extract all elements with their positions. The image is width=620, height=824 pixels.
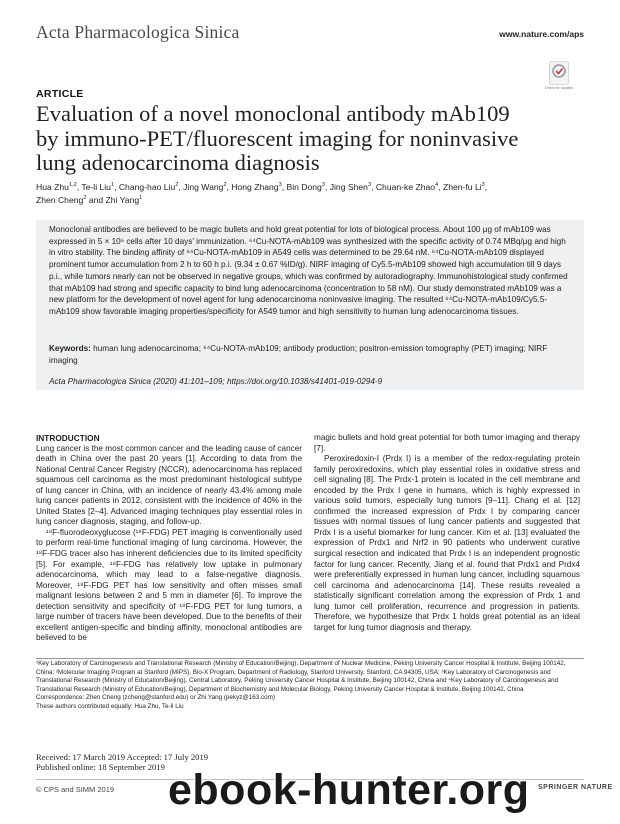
received-date: Received: 17 March 2019 Accepted: 17 July 2019 <box>36 752 209 762</box>
correspondence: Correspondence: Zhen Cheng (zcheng@stanford.edu) or Zhi Yang (pekyz@163.com) <box>36 694 276 702</box>
footnote-divider <box>36 658 584 659</box>
watermark: ebook-hunter.org <box>168 766 530 814</box>
check-for-updates-label: Check for updates <box>544 86 574 90</box>
paragraph: ¹⁸F-fluorodeoxyglucose (¹⁸F-FDG) PET imaging is conventionally used to perform real-time functional imaging of lung carcinoma. However, the ¹⁸F-FDG tracer also has inherent deficiencies due to its limited specificity [5]. For example, ¹⁸F-FDG has relatively low uptake in pulmonary adenocarcinoma, which may lead to a false-negative diagnosis. Moreover, ¹⁸F-FDG PET has low sensitivity and often misses small malignant lesions between 2 and 5 mm in diameter [6]. To improve the detection sensitivity and specificity of ¹⁸F-FDG PET for lung tumors, a large number of tracers have been developed. Due to the benefits of their excellent antigen-specific and binding affinity, monoclonal antibodies are believed to be <box>36 527 302 643</box>
paragraph: Lung cancer is the most common cancer and the leading cause of cancer death in China over the past 20 years [1]. According to data from the National Central Cancer Registry (NCCR), adenocarcinoma has replaced squamous cell carcinoma as the most predominant histological subtype of lung cancer in China, with an incidence of nearly 43.4% among male lung cancer patients in 2012, consistent with the incidence of 40% in the United States [2–4]. Advanced imaging techniques play essential roles in lung cancer diagnosis, staging, and follow-up. <box>36 443 302 527</box>
citation-text: Acta Pharmacologica Sinica (2020) 41:101–109; https://doi.org/10.1038/s41401-019-0294-9 <box>49 377 383 386</box>
author-list: Hua Zhu$^{1,2}$, Te-li Liu$^1$, Chang-hao Liu$^2$, Jing Wang$^2$, Hong Zhang$^3$, Bin Dong$^3$, Jing Shen$^3$, Chuan-ke Zhao$^4$, Zhen-fu Li$^3$, Zhen Cheng$^2$ and Zhi Yang$^1$ <box>36 182 488 205</box>
citation-line <box>49 377 573 386</box>
journal-name: Acta Pharmacologica Sinica <box>36 22 240 42</box>
keywords-label: Keywords: <box>49 344 91 353</box>
published-date: Published online: 18 September 2019 <box>36 762 165 772</box>
left-column <box>36 433 302 644</box>
publisher-name: SPRINGER NATURE <box>538 784 613 791</box>
footnotes <box>36 660 584 712</box>
paper-title: Evaluation of a novel monoclonal antibody mAb109 by immuno-PET/fluorescent imaging for noninvasive lung adenocarcinoma diagnosis <box>36 101 519 175</box>
right-column <box>314 433 580 633</box>
paragraph: Peroxiredoxin-I (Prdx I) is a member of the redox-regulating protein family peroxiredoxins, which play essential roles in oxidative stress and cell signaling [8]. The Prdx-1 protein is located in the cell membrane and encoded by the Prdx I gene in humans, which is highly expressed in various solid tumors, especially lung tumors [9–11]. Chang et al. [12] confirmed the increased expression of Prdx I by comparing cancer tissues with normal tissues of lung cancer patients and suggested that Prdx I is a useful biomarker for lung cancer. Kim et al. [13] evaluated the expression of Prdx1 and Nrf2 in 90 patients who underwent curative surgical resection and indicated that Prdx I is an independent prognostic factor for lung cancer. Recently, Jiang et al. found that Prdx1 and Prdx4 were preferentially expressed in human lung cancer, including squamous cell carcinoma and adenocarcinoma [14]. These results revealed a statistically significant correlation among the expression of Prdx 1 and lung tumor cell proliferation, recurrence and progression in patients. Therefore, we hypothesize that Prdx 1 holds great potential as an ideal target for lung tumor diagnosis and therapy. <box>314 454 580 632</box>
journal-url[interactable]: www.nature.com/aps <box>499 29 584 39</box>
article-type: ARTICLE <box>36 88 84 100</box>
check-for-updates-icon[interactable] <box>549 61 569 85</box>
equal-contribution: These authors contributed equally: Hua Zhu, Te-li Liu <box>36 702 184 710</box>
affiliations: ¹Key Laboratory of Carcinogenesis and Translational Research (Ministry of Education/Beijing), Department of Nuclear Medicine, Peking University Cancer Hospital & Institute, Beijing 100142, China; ²Molecular Imaging Program at Stanford (MIPS), Bio-X Program, Department of Radiology, Stanford University, Stanford, CA 94305, USA; ³Key Laboratory of Carcinogenesis and Translational Research (Ministry of Education/Beijing), Central Laboratory, Peking University Cancer Hospital & Institute, Beijing 100142, China and ⁴Key Laboratory of Carcinogenesis and Translational Research (Ministry of Education/Beijing), Department of Biochemistry and Molecular Biology, Peking University Cancer Hospital & Institute, Beijing 100142, China <box>36 660 566 693</box>
abstract-text: Monoclonal antibodies are believed to be magic bullets and hold great potential for lots of biological process. About 100 μg of mAb109 was expressed in 5 × 10⁶ cells after 10 days' immunization. ⁶⁴Cu-NOTA-mAb109 was synthesized with the specific activity of 0.74 MBq/μg and high in vitro stability. The binding affinity of ⁶⁴Cu-NOTA-mAb109 in A549 cells was determined to be 29.64 nM. ⁶⁴Cu-NOTA-mAb109 displayed prominent tumor accumulation from 2 h to 60 h p.i. (9.34 ± 0.67 %ID/g). NIRF imaging of Cy5.5-mAb109 showed high accumulation till 9 days p.i., while tumors nearly can not be observed in negative groups, which was confirmed by autoradiography. Immunohistological study confirmed that mAb109 had strong and specific capacity to bind lung adenocarcinoma (concentration to 58 nM). Our study demonstrated mAb109 was a new platform for the development of novel agent for lung adenocarcinoma noninvasive imaging. The resulted ⁶⁴Cu-NOTA-mAb109/Cy5.5-mAb109 show favorable imaging properties/specificity for A549 tumor and high sensitivity to human lung adenocarcinoma tissues. <box>49 225 568 316</box>
section-heading: INTRODUCTION <box>36 433 100 443</box>
keywords <box>49 343 573 366</box>
paragraph: magic bullets and hold great potential for both tumor imaging and therapy [7]. <box>314 433 580 453</box>
copyright: © CPS and SIMM 2019 <box>36 785 115 794</box>
keywords-list: human lung adenocarcinoma; ⁶⁴Cu-NOTA-mAb109; antibody production; positron-emission tomography (PET) imaging; NIRF imaging <box>49 344 548 365</box>
